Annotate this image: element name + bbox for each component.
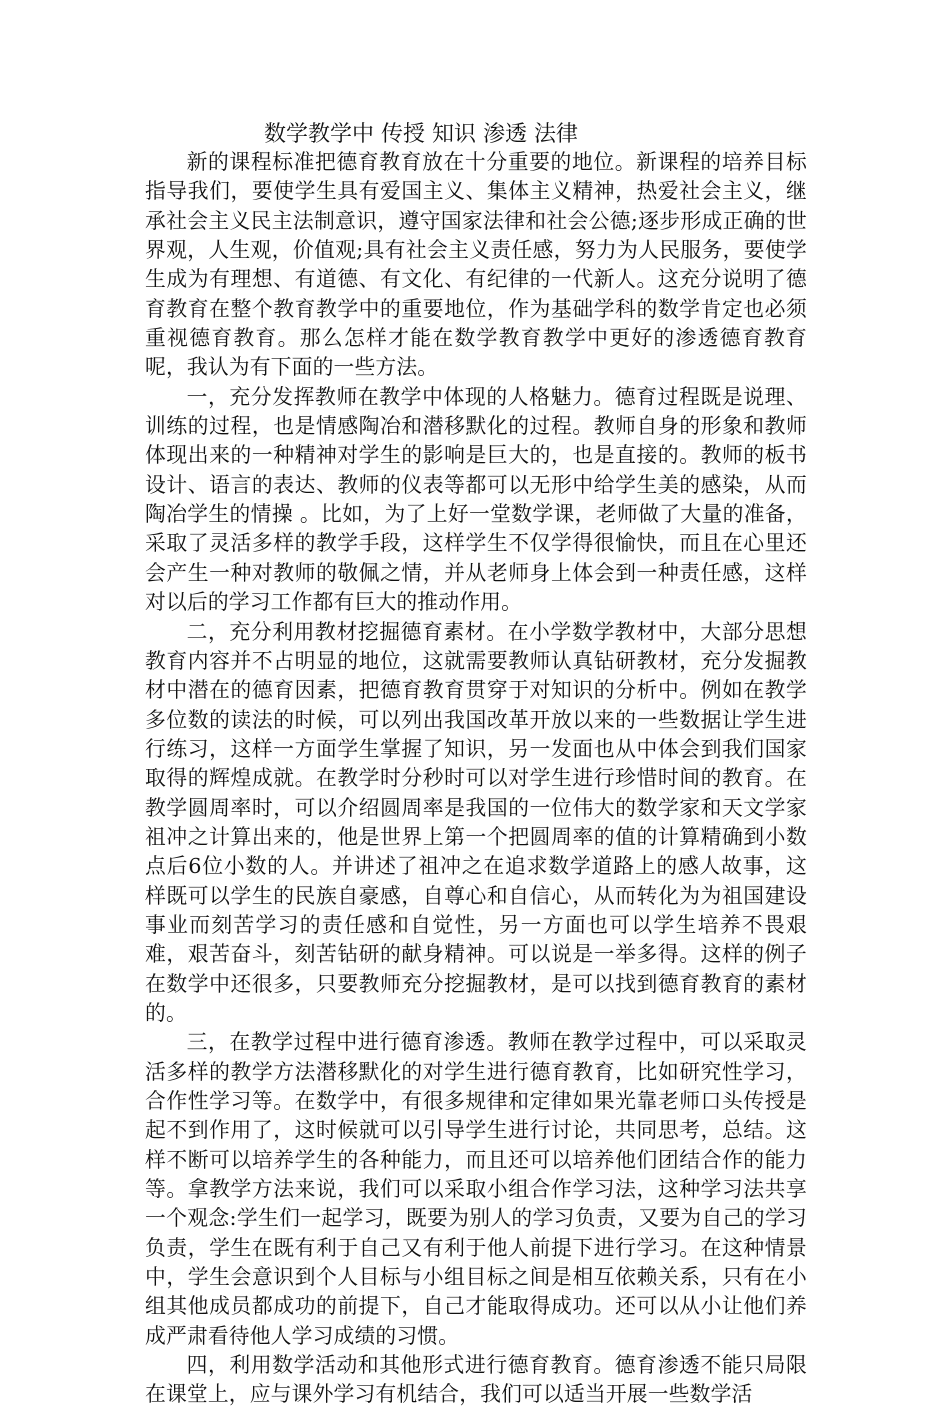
document-title: 数学教学中 传授 知识 渗透 法律 — [264, 122, 578, 147]
paragraph-method-1: 一，充分发挥教师在教学中体现的人格魅力。德育过程既是说理、训练的过程，也是情感陶冶和潜移默化的过程。教师自身的形象和教师体现出来的一种精神对学生的影响是巨大的，也是直接的。教师的板书设计、语言的表达、教师的仪表等都可以无形中给学生美的感染，从而陶冶学生的情操 。比如，为了上好一堂数学课，老师做了大量的准备，采取了灵活多样的教学手段，这样学生不仅学得很愉快，而且在心里还会产生一种对教师的敬佩之情，并从老师身上体会到一种责任感，这样对以后的学习工作都有巨大的推动作用。 — [145, 384, 807, 615]
paragraph-method-3: 三，在教学过程中进行德育渗透。教师在教学过程中，可以采取灵活多样的教学方法潜移默化的对学生进行德育教育，比如研究性学习，合作性学习等。在数学中，有很多规律和定律如果光靠老师口头传授是起不到作用了，这时候就可以引导学生进行讨论，共同思考，总结。这样不断可以培养学生的各种能力，而且还可以培养他们团结合作的能力等。拿教学方法来说，我们可以采取小组合作学习法，这种学习法共享一个观念:学生们一起学习，既要为别人的学习负责，又要为自己的学习负责，学生在既有利于自己又有利于他人前提下进行学习。在这种情景中，学生会意识到个人目标与小组目标之间是相互依赖关系，只有在小组其他成员都成功的前提下，自己才能取得成功。还可以从小让他们养成严肃看待他人学习成绩的习惯。 — [145, 1030, 807, 1348]
paragraph-intro: 新的课程标准把德育教育放在十分重要的地位。新课程的培养目标指导我们，要使学生具有爱国主义、集体主义精神，热爱社会主义，继承社会主义民主法制意识，遵守国家法律和社会公德;逐步形成正确的世界观，人生观，价值观;具有社会主义责任感，努力为人民服务，要使学生成为有理想、有道德、有文化、有纪律的一代新人。这充分说明了德育教育在整个教育教学中的重要地位，作为基础学科的数学肯定也必须重视德育教育。那么怎样才能在数学教育教学中更好的渗透德育教育呢，我认为有下面的一些方法。 — [145, 150, 807, 380]
paragraph-method-2: 二，充分利用教材挖掘德育素材。在小学数学教材中，大部分思想教育内容并不占明显的地位，这就需要教师认真钻研教材，充分发掘教材中潜在的德育因素，把德育教育贯穿于对知识的分析中。例如在教学多位数的读法的时候，可以列出我国改革开放以来的一些数据让学生进行练习，这样一方面学生掌握了知识，另一发面也从中体会到我们国家取得的辉煌成就。在教学时分秒时可以对学生进行珍惜时间的教育。在教学圆周率时，可以介绍圆周率是我国的一位伟大的数学家和天文学家祖冲之计算出来的，他是世界上第一个把圆周率的值的计算精确到小数点后6位小数的人。并讲述了祖冲之在追求数学道路上的感人故事，这样既可以学生的民族自豪感，自尊心和自信心，从而转化为为祖国建设事业而刻苦学习的责任感和自觉性，另一方面也可以学生培养不畏艰难，艰苦奋斗，刻苦钻研的献身精神。可以说是一举多得。这样的例子在数学中还很多，只要教师充分挖掘教材，是可以找到德育教育的素材的。 — [145, 619, 807, 1025]
paragraph-method-4: 四，利用数学活动和其他形式进行德育教育。德育渗透不能只局限在课堂上，应与课外学习有机结合，我们可以适当开展一些数学活 — [145, 1353, 807, 1407]
document-body — [145, 148, 807, 1410]
